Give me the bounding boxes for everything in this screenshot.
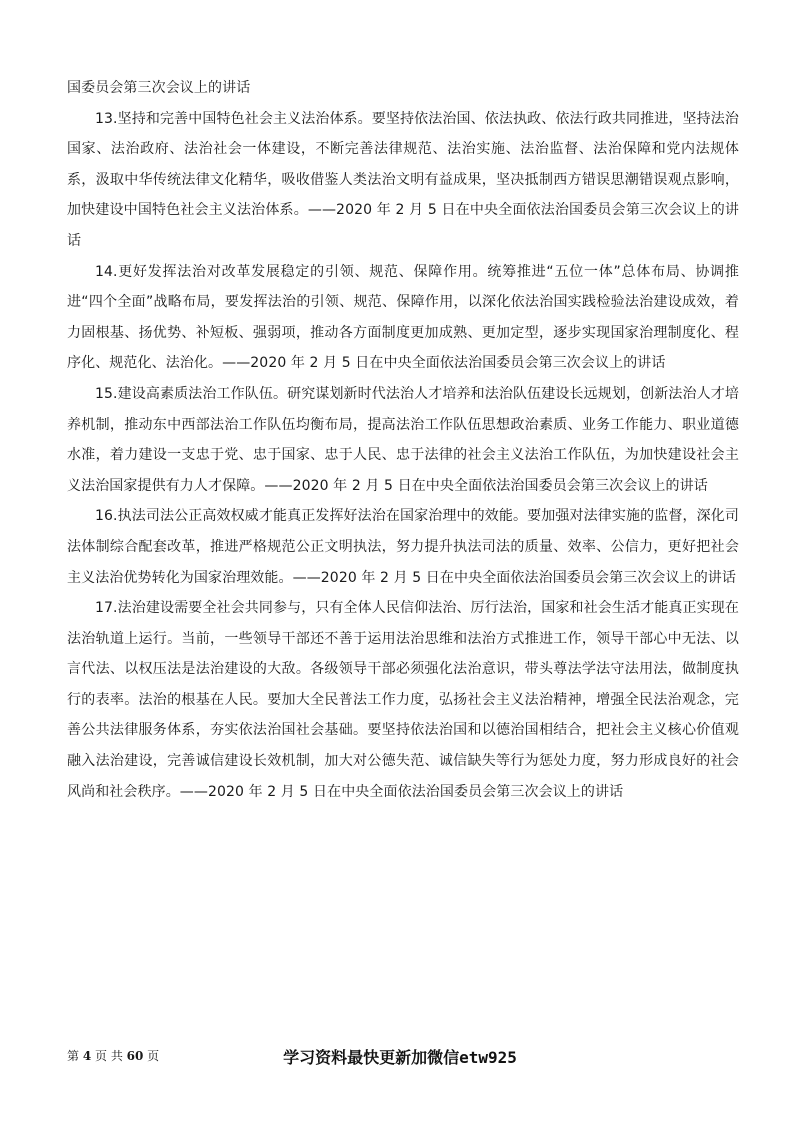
paragraph-14: 14.更好发挥法治对改革发展稳定的引领、规范、保障作用。统筹推进“五位一体”总体布局、协调推进“四个全面”战略布局，要发挥法治的引领、规范、保障作用，以深化依法治国实践检验法治建设成效，着力固根基、扬优势、补短板、强弱项，推动各方面制度更加成熟、更加定型，逐步实现国家治理制度化、程序化、规范化、法治化。——2020 年 2 月 5 日在中央全面依法治国委员会第三次会议上的讲话	[67, 263, 739, 372]
page-suffix: 页	[143, 1049, 160, 1063]
paragraph-13: 13.坚持和完善中国特色社会主义法治体系。要坚持依法治国、依法执政、依法行政共同推进，坚持法治国家、法治政府、法治社会一体建设，不断完善法律规范、法治实施、法治监督、法治保障和党内法规体系，汲取中华传统法律文化精华，吸收借鉴人类法治文明有益成果，坚决抵制西方错误思潮错误观点影响，加快建设中国特色社会主义法治体系。——2020 年 2 月 5 日在中央全面依法治国委员会第三次会议上的讲话	[67, 110, 739, 249]
document-body	[67, 73, 739, 807]
page-number: 4	[82, 1049, 92, 1063]
paragraph-15: 15.建设高素质法治工作队伍。研究谋划新时代法治人才培养和法治队伍建设长远规划，创新法治人才培养机制，推动东中西部法治工作队伍均衡布局，提高法治工作队伍思想政治素质、业务工作能力、职业道德水准，着力建设一支忠于党、忠于国家、忠于人民、忠于法律的社会主义法治工作队伍，为加快建设社会主义法治国家提供有力人才保障。——2020 年 2 月 5 日在中央全面依法治国委员会第三次会议上的讲话	[67, 385, 739, 494]
paragraph-continuation: 国委员会第三次会议上的讲话	[67, 80, 251, 96]
page-total: 60	[126, 1049, 144, 1063]
paragraph-17: 17.法治建设需要全社会共同参与，只有全体人民信仰法治、厉行法治，国家和社会生活才能真正实现在法治轨道上运行。当前，一些领导干部还不善于运用法治思维和法治方式推进工作，领导干部心中无法、以言代法、以权压法是法治建设的大敌。各级领导干部必须强化法治意识，带头尊法学法守法用法，做制度执行的表率。法治的根基在人民。要加大全民普法工作力度，弘扬社会主义法治精神，增强全民法治观念，完善公共法律服务体系，夯实依法治国社会基础。要坚持依法治国和以德治国相结合，把社会主义核心价值观融入法治建设，完善诚信建设长效机制，加大对公德失范、诚信缺失等行为惩处力度，努力形成良好的社会风尚和社会秩序。——2020 年 2 月 5 日在中央全面依法治国委员会第三次会议上的讲话	[67, 600, 739, 800]
footer-promo-text: 学习资料最快更新加微信etw925	[283, 1048, 517, 1067]
page-middle: 页 共	[91, 1049, 127, 1063]
paragraph-16: 16.执法司法公正高效权威才能真正发挥好法治在国家治理中的效能。要加强对法律实施的监督，深化司法体制综合配套改革，推进严格规范公正文明执法，努力提升执法司法的质量、效率、公信力，更好把社会主义法治优势转化为国家治理效能。——2020 年 2 月 5 日在中央全面依法治国委员会第三次会议上的讲话	[67, 508, 739, 586]
page-prefix: 第	[67, 1049, 83, 1063]
